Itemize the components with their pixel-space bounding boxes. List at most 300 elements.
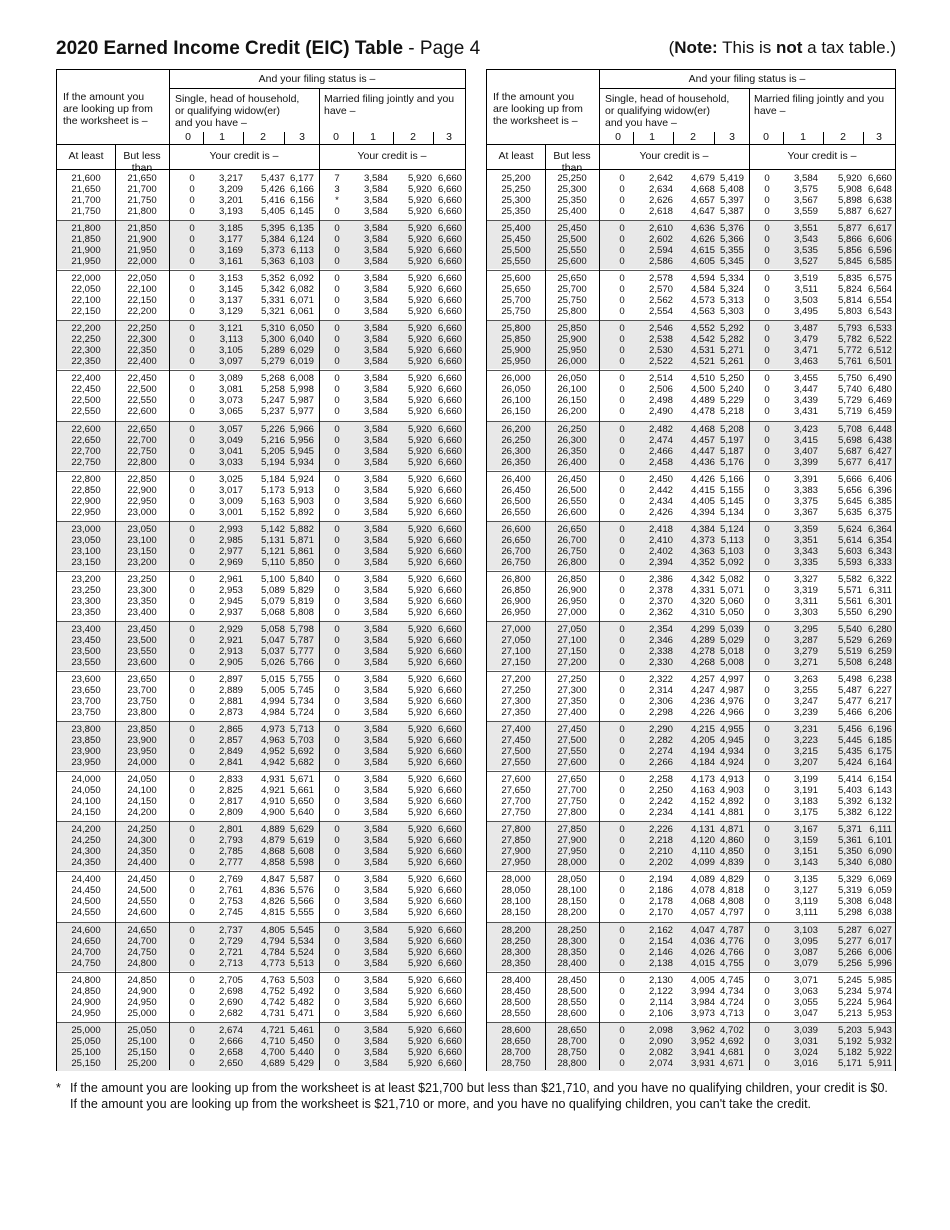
at-least-cell: 23,600 — [71, 674, 101, 685]
row-group — [57, 1022, 465, 1071]
footnote-star: * — [56, 1081, 61, 1095]
mfj-0-cell: 0 — [764, 757, 770, 769]
mfj-3-cell: 6,059 — [867, 885, 892, 897]
single-1-cell: 2,402 — [648, 545, 673, 557]
mfj-1-cell: 3,359 — [793, 523, 818, 535]
group-divider — [487, 471, 895, 472]
but-less-heading-line: But less — [123, 150, 161, 162]
but-less-cell: 25,350 — [557, 195, 587, 206]
mfj-2-cell: 5,920 — [407, 334, 432, 346]
children-0: 0 — [333, 131, 339, 143]
single-2-cell: 4,489 — [690, 395, 715, 407]
mfj-1-cell: 3,584 — [363, 245, 388, 257]
single-1-cell: 2,194 — [648, 874, 673, 886]
single-1-cell: 2,865 — [218, 724, 243, 736]
single-2-cell: 4,605 — [690, 256, 715, 268]
single-2-cell: 4,152 — [690, 796, 715, 808]
mfj-3-cell: 6,660 — [437, 323, 462, 335]
single-3-cell: 6,008 — [289, 373, 314, 385]
table-row — [57, 846, 465, 857]
but-less-cell: 27,950 — [557, 846, 587, 858]
group-divider — [487, 821, 895, 822]
single-0-cell: 0 — [619, 996, 625, 1008]
mfj-0-cell: 0 — [334, 857, 340, 869]
single-2-cell: 4,521 — [690, 356, 715, 368]
single-1-cell: 2,642 — [648, 173, 673, 184]
table-row — [57, 785, 465, 796]
single-1-cell: 2,578 — [648, 273, 673, 285]
but-less-cell: 26,250 — [557, 423, 587, 435]
mfj-1-cell: 3,584 — [363, 256, 388, 268]
single-3-cell: 5,503 — [289, 974, 314, 986]
at-least-cell: 25,100 — [71, 1046, 101, 1058]
table-row — [57, 345, 465, 356]
mfj-0-cell: 0 — [764, 824, 770, 836]
mfj-1-cell: 3,584 — [363, 974, 388, 986]
single-1-cell: 2,386 — [648, 573, 673, 585]
single-3-cell: 5,777 — [289, 645, 314, 657]
mfj-1-cell: 3,584 — [363, 545, 388, 557]
but-less-cell: 26,750 — [557, 545, 587, 557]
single-3-cell: 4,787 — [719, 924, 744, 936]
table-row — [487, 223, 895, 234]
table-row — [57, 424, 465, 435]
mfj-0-cell: 0 — [764, 1035, 770, 1047]
mfj-3-cell: 6,660 — [437, 885, 462, 897]
mfj-3-cell: 6,606 — [867, 234, 892, 246]
mfj-0-cell: 0 — [334, 495, 340, 507]
single-3-cell: 4,797 — [719, 907, 744, 919]
mfj-1-cell: 3,584 — [363, 345, 388, 357]
mfj-2-cell: 5,456 — [837, 724, 862, 736]
mfj-2-cell: 5,308 — [837, 896, 862, 908]
single-3-cell: 6,061 — [289, 306, 314, 318]
single-2-cell: 4,257 — [690, 674, 715, 685]
mfj-1-cell: 3,584 — [363, 473, 388, 485]
mfj-0-cell: 0 — [764, 885, 770, 897]
single-3-cell: 4,934 — [719, 746, 744, 758]
mfj-3-cell: 6,660 — [437, 974, 462, 986]
mfj-3-cell: 6,660 — [437, 996, 462, 1008]
single-2-cell: 4,068 — [690, 896, 715, 908]
mfj-0-cell: 0 — [764, 623, 770, 635]
at-least-cell: 28,650 — [501, 1035, 531, 1047]
mfj-1-cell: 3,519 — [793, 273, 818, 285]
mfj-0-cell: 0 — [764, 556, 770, 568]
mfj-2-cell: 5,920 — [407, 445, 432, 457]
mfj-2-cell: 5,920 — [407, 1046, 432, 1058]
single-2-cell: 4,784 — [260, 946, 285, 958]
table-row — [487, 356, 895, 367]
but-less-cell: 22,200 — [127, 306, 157, 318]
mfj-0-cell: 0 — [334, 534, 340, 546]
column-divider — [783, 132, 784, 144]
mfj-2-cell: 5,920 — [407, 245, 432, 257]
but-less-heading-line: than — [561, 162, 583, 174]
group-divider — [57, 320, 465, 321]
single-0-cell: 0 — [619, 957, 625, 969]
mfj-1-cell: 3,584 — [363, 623, 388, 635]
single-0-cell: 0 — [619, 696, 625, 707]
single-3-cell: 5,871 — [289, 534, 314, 546]
mfj-2-cell: 5,920 — [407, 1057, 432, 1069]
mfj-3-cell: 6,259 — [867, 645, 892, 657]
single-3-cell: 5,661 — [289, 785, 314, 797]
at-least-cell: 22,900 — [71, 495, 101, 507]
mfj-1-cell: 3,584 — [363, 746, 388, 758]
mfj-1-cell: 3,471 — [793, 345, 818, 357]
table-row — [57, 635, 465, 646]
but-less-cell: 21,800 — [127, 206, 157, 217]
at-least-cell: 26,650 — [501, 534, 531, 546]
mfj-2-cell: 5,920 — [407, 595, 432, 607]
mfj-3-cell: 6,660 — [437, 384, 462, 396]
mfj-0-cell: 0 — [334, 356, 340, 368]
mfj-0-cell: 0 — [334, 974, 340, 986]
table-row — [487, 785, 895, 796]
filing-status-heading: And your filing status is – — [688, 73, 806, 85]
row-group — [487, 320, 895, 369]
single-2-cell: 5,005 — [260, 685, 285, 696]
table-row — [57, 557, 465, 568]
single-1-cell: 3,193 — [218, 206, 243, 217]
single-3-cell: 4,871 — [719, 824, 744, 836]
single-1-cell: 2,530 — [648, 345, 673, 357]
single-1-cell: 2,841 — [218, 757, 243, 769]
mfj-3-cell: 6,660 — [437, 295, 462, 307]
at-least-cell: 22,200 — [71, 323, 101, 335]
mfj-0-cell: 0 — [764, 273, 770, 285]
single-3-cell: 5,819 — [289, 595, 314, 607]
mfj-1-cell: 3,584 — [363, 323, 388, 335]
mfj-1-cell: 3,584 — [363, 885, 388, 897]
single-3-cell: 5,229 — [719, 395, 744, 407]
but-less-cell: 25,300 — [557, 184, 587, 195]
mfj-3-cell: 6,660 — [437, 807, 462, 819]
but-less-cell: 27,450 — [557, 724, 587, 736]
single-2-cell: 4,426 — [690, 473, 715, 485]
mfj-1-cell: 3,584 — [363, 757, 388, 769]
at-least-cell: 26,050 — [501, 384, 531, 396]
mfj-2-cell: 5,920 — [407, 584, 432, 596]
single-1-cell: 2,338 — [648, 645, 673, 657]
mfj-3-cell: 6,564 — [867, 284, 892, 296]
at-least-cell: 24,500 — [71, 896, 101, 908]
at-least-cell: 28,350 — [501, 957, 531, 969]
single-0-cell: 0 — [619, 556, 625, 568]
single-3-cell: 6,103 — [289, 256, 314, 268]
mfj-3-cell: 6,364 — [867, 523, 892, 535]
table-row — [487, 1025, 895, 1036]
mfj-1-cell: 3,495 — [793, 306, 818, 318]
single-0-cell: 0 — [189, 256, 195, 268]
single-2-cell: 4,858 — [260, 857, 285, 869]
at-least-cell: 27,400 — [501, 724, 531, 736]
single-3-cell: 5,324 — [719, 284, 744, 296]
note-label: Note: — [674, 38, 718, 57]
mfj-1-cell: 3,584 — [363, 796, 388, 808]
single-1-cell: 2,282 — [648, 735, 673, 747]
mfj-0-cell: 0 — [334, 334, 340, 346]
mfj-3-cell: 6,660 — [437, 534, 462, 546]
mfj-1-cell: 3,503 — [793, 295, 818, 307]
mfj-2-cell: 5,203 — [837, 1024, 862, 1036]
single-3-cell: 5,271 — [719, 345, 744, 357]
mfj-0-cell: 0 — [764, 223, 770, 235]
single-1-cell: 2,610 — [648, 223, 673, 235]
mfj-0-cell: 0 — [764, 545, 770, 557]
but-less-cell: 23,450 — [127, 623, 157, 635]
single-2-cell: 4,879 — [260, 835, 285, 847]
single-1-cell: 3,073 — [218, 395, 243, 407]
but-less-cell: 23,550 — [127, 645, 157, 657]
at-least-cell: 26,800 — [501, 573, 531, 585]
mfj-1-cell: 3,455 — [793, 373, 818, 385]
children-2: 2 — [840, 131, 846, 143]
single-3-cell: 5,913 — [289, 484, 314, 496]
mfj-3-cell: 6,554 — [867, 295, 892, 307]
mfj-3-cell: 6,322 — [867, 573, 892, 585]
mfj-2-cell: 5,920 — [407, 234, 432, 246]
single-1-cell: 2,889 — [218, 685, 243, 696]
mfj-0-cell: 0 — [764, 495, 770, 507]
table-row — [487, 635, 895, 646]
at-least-cell: 27,100 — [501, 645, 531, 657]
children-3: 3 — [446, 131, 452, 143]
single-2-cell: 4,194 — [690, 746, 715, 758]
mfj-1-cell: 3,584 — [363, 373, 388, 385]
single-0-cell: 0 — [189, 796, 195, 808]
mfj-2-cell: 5,298 — [837, 907, 862, 919]
single-2-cell: 4,657 — [690, 195, 715, 206]
table-row — [487, 796, 895, 807]
mfj-3-cell: 6,480 — [867, 384, 892, 396]
at-least-cell: 25,350 — [501, 206, 531, 217]
mfj-2-cell: 5,920 — [407, 1035, 432, 1047]
single-3-cell: 5,956 — [289, 434, 314, 446]
single-0-cell: 0 — [619, 846, 625, 858]
table-row — [57, 524, 465, 535]
group-divider — [487, 370, 895, 371]
at-least-cell: 24,350 — [71, 857, 101, 869]
table-row — [57, 223, 465, 234]
mfj-3-cell: 6,660 — [437, 395, 462, 407]
single-3-cell: 5,566 — [289, 896, 314, 908]
single-2-cell: 5,310 — [260, 323, 285, 335]
single-0-cell: 0 — [189, 674, 195, 685]
mfj-2-cell: 5,856 — [837, 245, 862, 257]
single-0-cell: 0 — [619, 195, 625, 206]
mfj-0-cell: 0 — [334, 256, 340, 268]
single-0-cell: 0 — [189, 924, 195, 936]
mfj-2-cell: 5,182 — [837, 1046, 862, 1058]
single-3-cell: 5,218 — [719, 406, 744, 418]
group-divider — [487, 521, 895, 522]
table-row — [487, 874, 895, 885]
table-row — [487, 496, 895, 507]
table-row — [57, 1058, 465, 1069]
mfj-1-cell: 3,055 — [793, 996, 818, 1008]
group-divider — [57, 821, 465, 822]
single-1-cell: 2,466 — [648, 445, 673, 457]
at-least-cell: 24,800 — [71, 974, 101, 986]
mfj-0-cell: 0 — [334, 384, 340, 396]
mfj-1-cell: 3,255 — [793, 685, 818, 696]
mfj-3-cell: 6,017 — [867, 935, 892, 947]
table-row — [487, 546, 895, 557]
but-less-cell: 22,050 — [127, 273, 157, 285]
single-3-cell: 6,177 — [289, 173, 314, 184]
mfj-1-cell: 3,207 — [793, 757, 818, 769]
group-divider — [487, 571, 895, 572]
single-1-cell: 3,153 — [218, 273, 243, 285]
single-3-cell: 5,682 — [289, 757, 314, 769]
mfj-1-cell: 3,584 — [363, 1007, 388, 1019]
at-least-cell: 22,600 — [71, 423, 101, 435]
single-2-cell: 4,268 — [690, 656, 715, 668]
table-row — [57, 295, 465, 306]
single-2-cell: 3,973 — [690, 1007, 715, 1019]
single-3-cell: 5,650 — [289, 796, 314, 808]
single-2-cell: 4,615 — [690, 245, 715, 257]
mfj-0-cell: 0 — [334, 506, 340, 518]
but-less-cell: 26,200 — [557, 406, 587, 418]
single-3-cell: 5,113 — [720, 534, 744, 546]
page-title — [56, 38, 480, 60]
at-least-cell: 24,000 — [71, 774, 101, 786]
single-2-cell: 4,931 — [260, 774, 285, 786]
table-row — [57, 435, 465, 446]
single-3-cell: 4,829 — [719, 874, 744, 886]
single-1-cell: 2,969 — [218, 556, 243, 568]
table-row — [487, 173, 895, 184]
mfj-0-cell: 0 — [764, 323, 770, 335]
single-2-cell: 5,426 — [260, 184, 285, 195]
single-1-cell: 2,857 — [218, 735, 243, 747]
single-3-cell: 5,587 — [289, 874, 314, 886]
at-least-cell: 28,500 — [501, 996, 531, 1008]
mfj-3-cell: 6,660 — [437, 656, 462, 668]
single-3-cell: 5,008 — [719, 656, 744, 668]
but-less-cell: 24,350 — [127, 846, 157, 858]
single-2-cell: 5,068 — [260, 606, 285, 618]
table-row — [487, 685, 895, 696]
single-1-cell: 2,618 — [648, 206, 673, 217]
at-least-cell: 26,550 — [501, 506, 531, 518]
single-2-cell: 4,215 — [690, 724, 715, 736]
single-2-cell: 4,700 — [260, 1046, 285, 1058]
at-least-cell: 22,950 — [71, 506, 101, 518]
mfj-0-cell: 0 — [764, 384, 770, 396]
mfj-0-cell: 0 — [764, 234, 770, 246]
single-1-cell: 2,362 — [648, 606, 673, 618]
mfj-1-cell: 3,511 — [794, 284, 818, 296]
mfj-2-cell: 5,920 — [407, 924, 432, 936]
group-divider — [487, 421, 895, 422]
mfj-1-cell: 3,119 — [794, 896, 818, 908]
mfj-1-cell: 3,584 — [363, 1035, 388, 1047]
single-3-cell: 6,092 — [289, 273, 314, 285]
mfj-0-cell: 0 — [334, 846, 340, 858]
table-row — [487, 657, 895, 668]
mfj-3-cell: 6,269 — [867, 634, 892, 646]
table-row — [57, 284, 465, 295]
mfj-3-cell: 6,385 — [867, 495, 892, 507]
single-3-cell: 5,755 — [289, 674, 314, 685]
single-3-cell: 4,976 — [719, 696, 744, 707]
mfj-3-cell: 6,660 — [437, 523, 462, 535]
row-group — [57, 571, 465, 620]
single-0-cell: 0 — [189, 896, 195, 908]
table-row — [487, 997, 895, 1008]
mfj-2-cell: 5,445 — [837, 735, 862, 747]
mfj-2-cell: 5,371 — [837, 824, 862, 836]
single-1-cell: 3,081 — [218, 384, 243, 396]
single-0-cell: 0 — [619, 885, 625, 897]
single-2-cell: 4,405 — [690, 495, 715, 507]
mfj-3-cell: 6,660 — [437, 634, 462, 646]
single-3-cell: 5,545 — [289, 924, 314, 936]
single-1-cell: 2,354 — [648, 623, 673, 635]
single-1-cell: 2,705 — [218, 974, 243, 986]
mfj-0-cell: 0 — [764, 846, 770, 858]
but-less-cell: 22,100 — [127, 284, 157, 296]
but-less-cell: 25,000 — [127, 1007, 157, 1019]
mfj-2-cell: 5,277 — [837, 935, 862, 947]
single-heading-line: or qualifying widow(er) — [175, 105, 281, 117]
but-less-cell: 28,800 — [557, 1057, 587, 1069]
mfj-1-cell: 3,584 — [363, 306, 388, 318]
mfj-0-cell: 0 — [334, 946, 340, 958]
mfj-2-cell: 5,920 — [407, 184, 432, 195]
mfj-2-cell: 5,561 — [837, 595, 862, 607]
single-0-cell: 0 — [619, 506, 625, 518]
single-0-cell: 0 — [189, 334, 195, 346]
mfj-1-cell: 3,535 — [793, 245, 818, 257]
mfj-1-cell: 3,584 — [363, 924, 388, 936]
single-0-cell: 0 — [619, 935, 625, 947]
single-2-cell: 4,415 — [690, 484, 715, 496]
single-2-cell: 4,026 — [690, 946, 715, 958]
mfj-3-cell: 6,660 — [437, 757, 462, 769]
but-less-cell: 28,550 — [557, 996, 587, 1008]
mfj-3-cell: 6,660 — [437, 645, 462, 657]
mfj-1-cell: 3,584 — [363, 696, 388, 707]
mfj-3-cell: 6,196 — [867, 724, 892, 736]
mfj-0-cell: 0 — [764, 656, 770, 668]
at-least-cell: 27,350 — [501, 707, 531, 718]
single-2-cell: 4,868 — [260, 846, 285, 858]
at-least-cell: 25,800 — [501, 323, 531, 335]
single-1-cell: 3,209 — [218, 184, 243, 195]
at-least-cell: 22,450 — [71, 384, 101, 396]
table-row — [57, 896, 465, 907]
table-row — [57, 485, 465, 496]
table-row — [57, 173, 465, 184]
single-3-cell: 6,071 — [289, 295, 314, 307]
table-row — [487, 195, 895, 206]
but-less-cell: 28,600 — [557, 1007, 587, 1019]
at-least-cell: 23,200 — [71, 573, 101, 585]
mfj-1-cell: 3,584 — [363, 996, 388, 1008]
at-least-cell: 23,400 — [71, 623, 101, 635]
mfj-3-cell: 6,660 — [437, 356, 462, 368]
mfj-1-cell: 3,063 — [793, 985, 818, 997]
single-0-cell: 0 — [619, 785, 625, 797]
table-row — [487, 373, 895, 384]
single-3-cell: 6,040 — [289, 334, 314, 346]
single-0-cell: 0 — [619, 234, 625, 246]
